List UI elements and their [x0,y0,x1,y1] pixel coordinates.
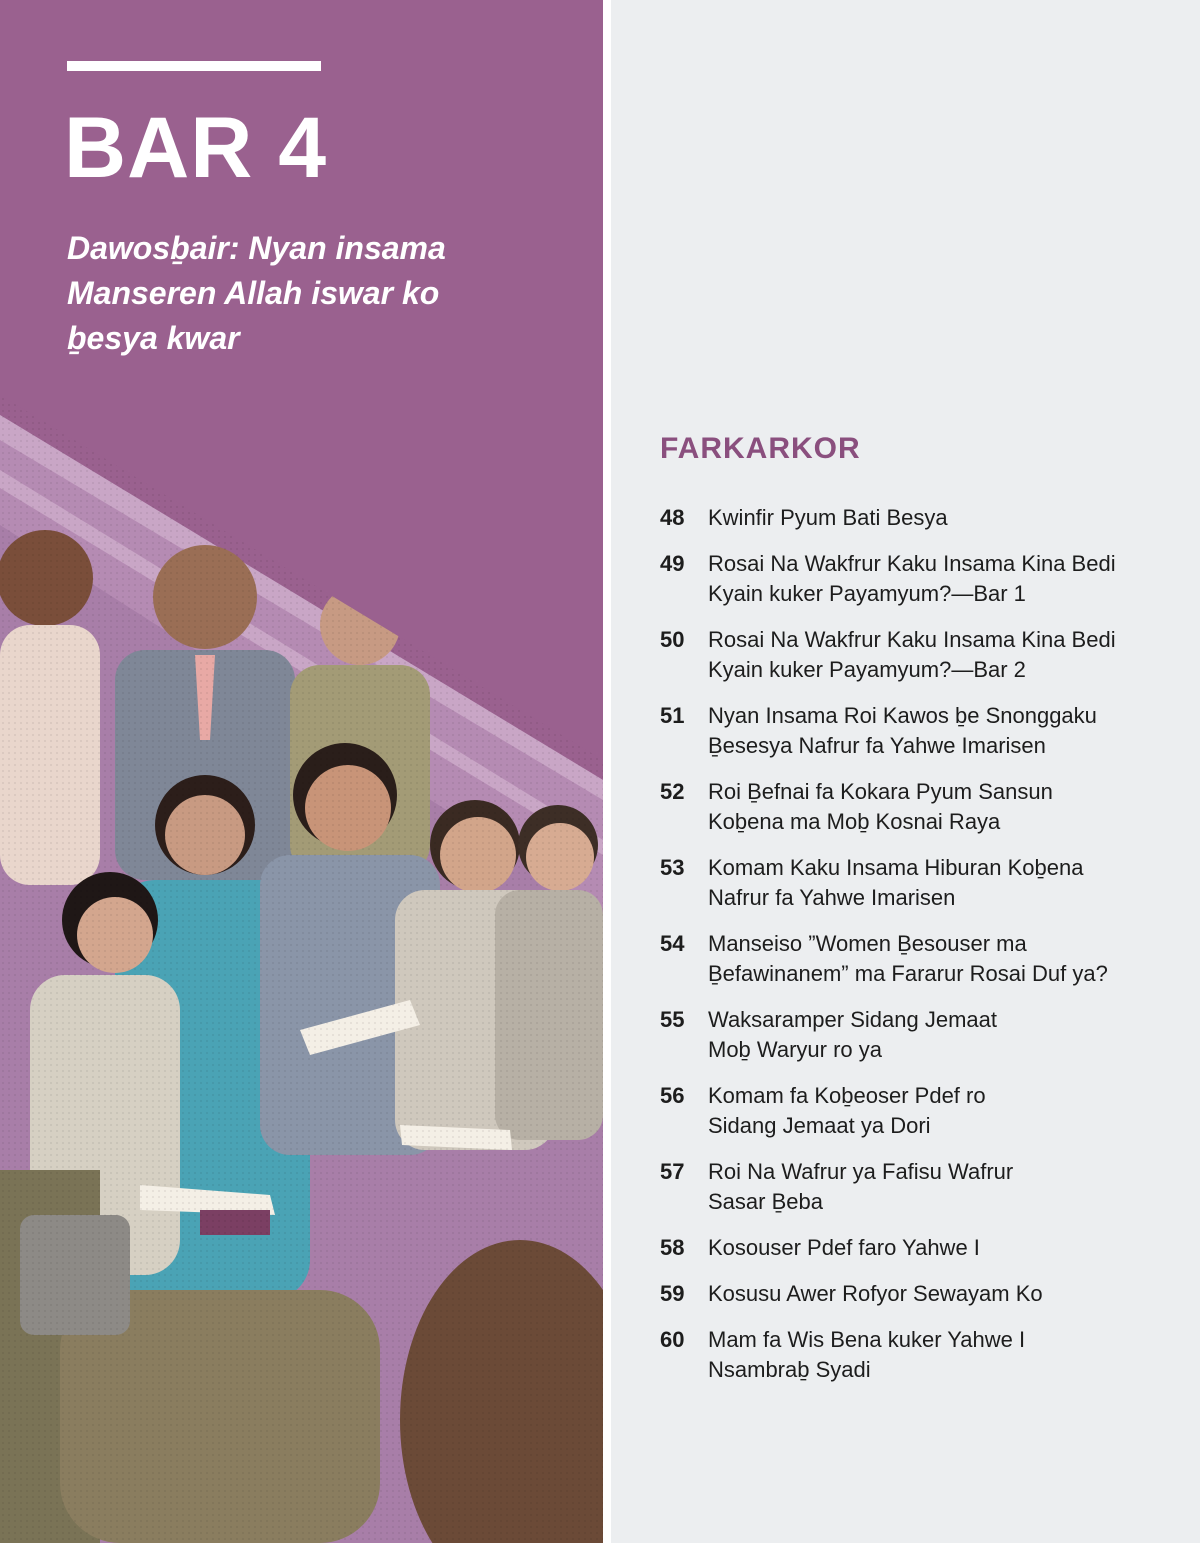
toc-item[interactable] [660,1005,1160,1065]
contents-heading: FARKARKOR [660,432,861,465]
toc-item[interactable] [660,549,1160,609]
toc-item[interactable] [660,701,1160,761]
toc-title: Kwinfir Pyum Bati Besya [708,505,948,530]
toc-item[interactable] [660,1325,1160,1385]
toc-title: Roi Ḇefnai fa Kokara Pyum Sansun Koḇena ma Moḇ Kosnai Raya [708,779,1053,834]
toc-title: Rosai Na Wakfrur Kaku Insama Kina Bedi Kyain kuker Payamyum?—Bar 2 [708,627,1116,682]
toc-number: 51 [660,703,685,728]
page-divider [603,0,611,1543]
title-rule [67,61,321,71]
toc-number: 56 [660,1083,685,1108]
toc-item[interactable] [660,777,1160,837]
toc-number: 55 [660,1007,685,1032]
toc-title: Roi Na Wafrur ya Fafisu Wafrur Sasar Ḇeba [708,1159,1014,1214]
toc-number: 52 [660,779,685,804]
toc-item[interactable] [660,503,1160,533]
toc-title: Kosouser Pdef faro Yahwe I [708,1235,980,1260]
toc-title: Mam fa Wis Bena kuker Yahwe I Nsambraḇ Syadi [708,1327,1026,1382]
toc-item[interactable] [660,1081,1160,1141]
toc-title: Komam Kaku Insama Hiburan Koḇena Nafrur fa Yahwe Imarisen [708,855,1084,910]
toc-number: 53 [660,855,685,880]
toc-item[interactable] [660,853,1160,913]
table-of-contents [660,503,1160,1401]
toc-title: Waksaramper Sidang Jemaat Moḇ Waryur ro ya [708,1007,997,1062]
toc-title: Nyan Insama Roi Kawos ḇe Snonggaku Ḇesesya Nafrur fa Yahwe Imarisen [708,703,1097,758]
toc-number: 50 [660,627,685,652]
toc-title: Rosai Na Wakfrur Kaku Insama Kina Bedi Kyain kuker Payamyum?—Bar 1 [708,551,1116,606]
toc-title: Komam fa Koḇeoser Pdef ro Sidang Jemaat ya Dori [708,1083,986,1138]
toc-item[interactable] [660,625,1160,685]
toc-number: 48 [660,505,685,530]
toc-number: 59 [660,1281,685,1306]
part-subtitle: Dawosḇair: Nyan insama Manseren Allah iswar ko ḇesya kwar [67,230,446,356]
toc-number: 49 [660,551,685,576]
toc-item[interactable] [660,1279,1160,1309]
toc-item[interactable] [660,1233,1160,1263]
toc-number: 57 [660,1159,685,1184]
toc-title: Kosusu Awer Rofyor Sewayam Ko [708,1281,1043,1306]
part-title: BAR 4 [64,100,328,196]
toc-item[interactable] [660,1157,1160,1217]
toc-title: Manseiso ”Women Ḇesouser ma Ḇefawinanem” ma Fararur Rosai Duf ya? [708,931,1108,986]
toc-number: 60 [660,1327,685,1352]
toc-item[interactable] [660,929,1160,989]
toc-number: 54 [660,931,685,956]
toc-number: 58 [660,1235,685,1260]
